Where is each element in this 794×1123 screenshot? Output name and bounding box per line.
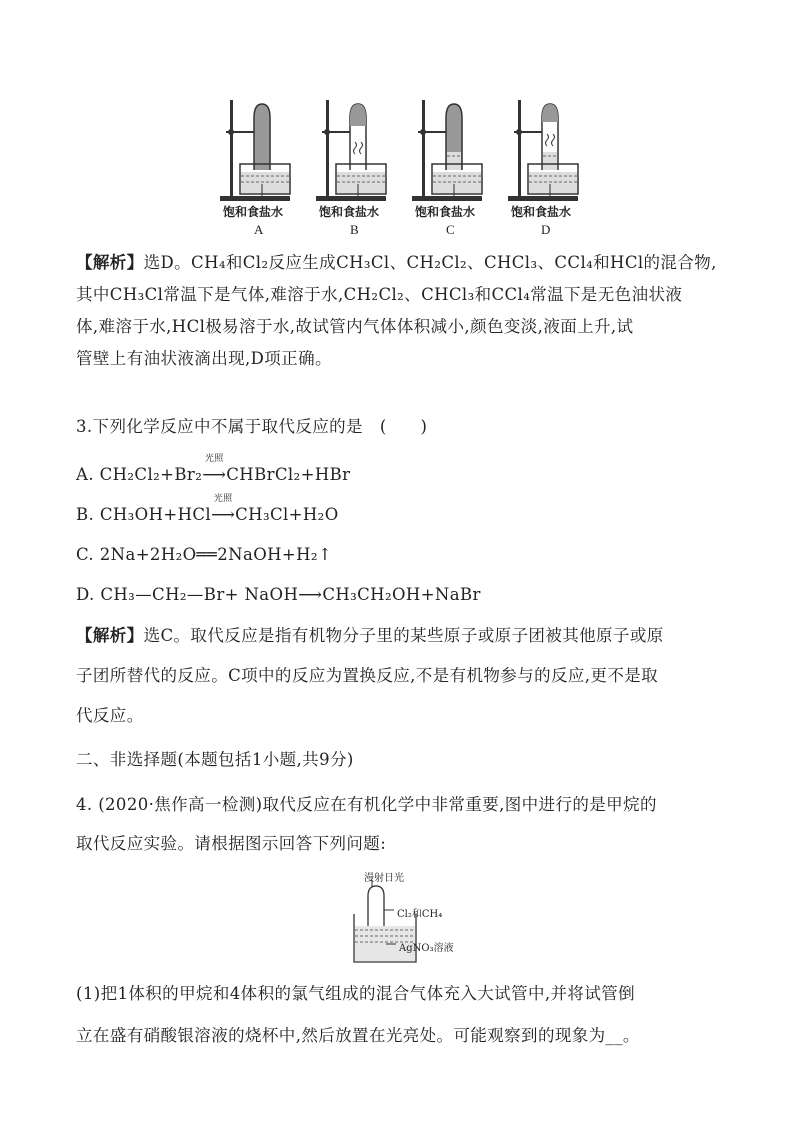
analysis-tag: 【解析】 — [76, 253, 144, 272]
option-c: C. 2Na+2H₂O══2NaOH+H₂↑ — [76, 545, 333, 564]
analysis3-line1: 【解析】选C。取代反应是指有机物分子里的某些原子或原子团被其他原子或原 — [76, 626, 664, 645]
letter-c: C — [446, 222, 455, 237]
analysis2-line3: 体,难溶于水,HCl极易溶于水,故试管内气体体积减小,颜色变淡,液面上升,试 — [76, 317, 634, 336]
reaction-arrow: 光照 ⟶ — [202, 454, 227, 484]
apparatus-figure — [216, 96, 596, 206]
question3-stem: 3.下列化学反应中不属于取代反应的是 ( ) — [76, 417, 428, 436]
section-heading: 二、非选择题(本题包括1小题,共9分) — [76, 750, 354, 769]
question4-1-line1: (1)把1体积的甲烷和4体积的氯气组成的混合气体充入大试管中,并将试管倒 — [76, 984, 636, 1003]
apparatus-c — [412, 100, 482, 201]
gas-label: Cl₂和CH₄ — [397, 909, 443, 920]
caption-b: 饱和食盐水 — [319, 205, 380, 219]
apparatus-a — [220, 100, 290, 201]
question4-line1: 4. (2020·焦作高一检测)取代反应在有机化学中非常重要,图中进行的是甲烷的 — [76, 795, 657, 814]
analysis3-line3: 代反应。 — [76, 706, 144, 725]
option-b: B. CH₃OH+HCl 光照 ⟶CH₃Cl+H₂O — [76, 494, 339, 524]
question4-1-line2: 立在盛有硝酸银溶液的烧杯中,然后放置在光亮处。可能观察到的现象为__。 — [76, 1026, 640, 1045]
option-a: A. CH₂Cl₂+Br₂ 光照 ⟶CHBrCl₂+HBr — [76, 454, 351, 484]
solution-label: AgNO₃溶液 — [399, 943, 454, 954]
apparatus-b — [316, 100, 386, 201]
analysis2-line2: 其中CH₃Cl常温下是气体,难溶于水,CH₂Cl₂、CHCl₃和CCl₄常温下是无色油状液 — [76, 285, 683, 304]
analysis3-line2: 子团所替代的反应。C项中的反应为置换反应,不是有机物参与的反应,更不是取 — [76, 666, 659, 685]
caption-d: 饱和食盐水 — [511, 205, 572, 219]
letter-b: B — [350, 222, 359, 237]
reaction-arrow: 光照 ⟶ — [211, 494, 236, 524]
option-d: D. CH₃—CH₂—Br+ NaOH⟶CH₃CH₂OH+NaBr — [76, 585, 481, 604]
letter-a: A — [254, 222, 264, 237]
question4-line2: 取代反应实验。请根据图示回答下列问题: — [76, 834, 387, 853]
apparatus-d — [508, 100, 578, 201]
analysis2-line4: 管壁上有油状液滴出现,D项正确。 — [76, 349, 332, 368]
analysis2-line1: 【解析】选D。CH₄和Cl₂反应生成CH₃Cl、CH₂Cl₂、CHCl₃、CCl₄和HCl的混合物, — [76, 253, 717, 272]
light-label: 漫射日光 — [364, 873, 404, 884]
analysis-tag: 【解析】 — [76, 626, 144, 645]
caption-c: 饱和食盐水 — [415, 205, 476, 219]
caption-a: 饱和食盐水 — [223, 205, 284, 219]
letter-d: D — [541, 222, 551, 237]
